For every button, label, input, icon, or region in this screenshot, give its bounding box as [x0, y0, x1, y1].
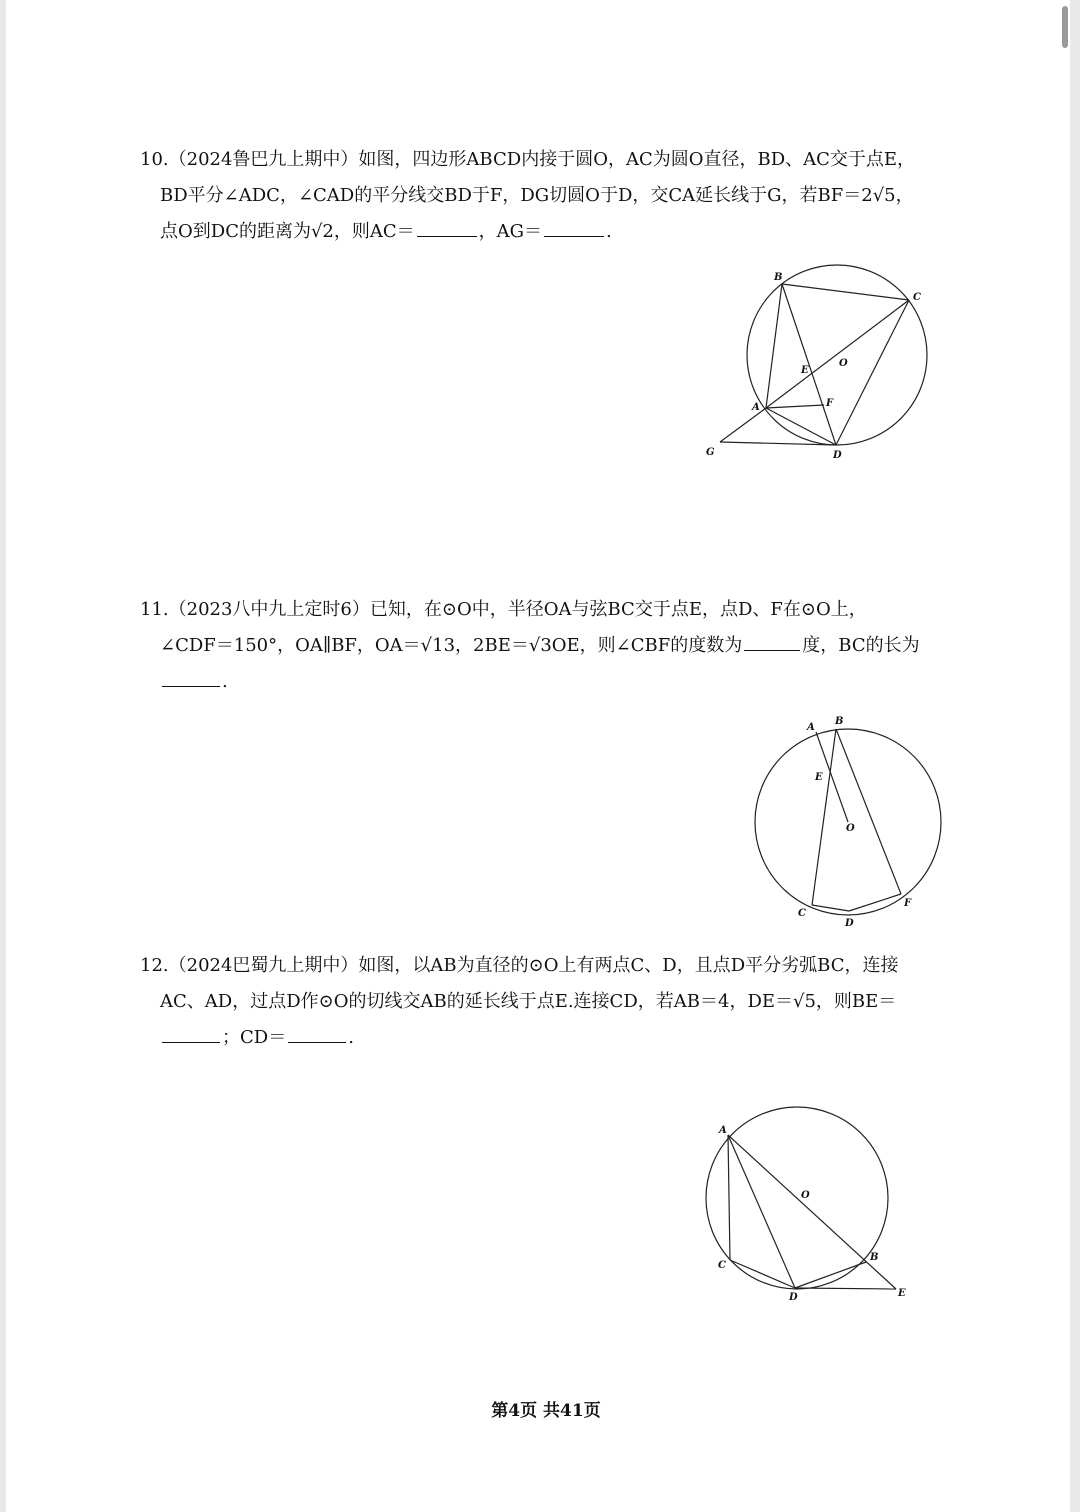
problem-12-text-cd: ；CD＝: [222, 1027, 287, 1048]
problem-12: [140, 948, 970, 1056]
page-footer: 第4页 共41页: [491, 1401, 601, 1421]
fig11-label-c: C: [798, 908, 806, 919]
answer-blank-ag[interactable]: [544, 216, 604, 237]
problem-12-line-2: AC、AD，过点D作⊙O的切线交AB的延长线于点E.连接CD，若AB＝4，DE＝√5，则BE＝: [160, 991, 897, 1012]
fig10-segment-af: [766, 405, 824, 408]
fig12-segment-de: [795, 1288, 896, 1289]
problem-11-line-2: [140, 628, 970, 664]
fig10-segment-ba: [766, 284, 782, 408]
figure-12-svg: [702, 1100, 916, 1306]
problem-10-line-3: [140, 214, 970, 250]
problem-11-text-angle: ∠CDF＝150°，OA∥BF，OA＝√13，2BE＝√3OE，则∠CBF的度数为: [160, 635, 743, 656]
problem-10-text-ag: ，AG＝: [478, 221, 543, 242]
problem-10-line-1: 10.（2024鲁巴九上期中）如图，四边形ABCD内接于圆O，AC为圆O直径，BD、AC交于点E，: [140, 149, 916, 170]
scrollbar-thumb[interactable]: [1062, 6, 1068, 48]
fig11-segment-bf: [836, 729, 901, 894]
problem-11-line-3: [140, 664, 970, 700]
problem-10: [140, 142, 970, 250]
fig11-label-e: E: [815, 772, 823, 783]
figure-11-svg: [746, 712, 956, 934]
problem-12-line-1: 12.（2024巴蜀九上期中）如图，以AB为直径的⊙O上有两点C、D，且点D平分劣弧BC，连接: [140, 955, 899, 976]
fig10-label-e: E: [801, 365, 809, 376]
fig10-label-f: F: [826, 398, 834, 409]
fig11-segment-df: [849, 894, 901, 911]
fig10-segment-ac: [766, 300, 909, 408]
answer-blank-bc[interactable]: [162, 666, 220, 687]
answer-blank-be[interactable]: [162, 1022, 220, 1043]
problem-11-line-1: 11.（2023八中九上定时6）已知，在⊙O中，半径OA与弦BC交于点E，点D、F在⊙O上，: [140, 599, 867, 620]
fig10-label-a: A: [752, 402, 760, 413]
answer-blank-cd[interactable]: [288, 1022, 346, 1043]
fig12-segment-ae: [728, 1135, 896, 1289]
fig10-label-o: O: [839, 358, 848, 369]
figure-problem-10: [696, 258, 936, 468]
fig10-segment-ga: [720, 408, 766, 442]
fig12-label-a: A: [719, 1125, 727, 1136]
fig12-segment-ad: [728, 1135, 795, 1288]
answer-blank-ac[interactable]: [417, 216, 477, 237]
problem-12-text-end: .: [348, 1027, 354, 1048]
fig12-segment-db: [795, 1262, 866, 1288]
fig11-label-a: A: [807, 722, 815, 733]
fig12-segment-cd: [730, 1260, 795, 1288]
fig11-label-f: F: [904, 898, 912, 909]
fig11-label-b: B: [835, 716, 844, 727]
figure-10-svg: [696, 258, 936, 468]
fig11-label-o: O: [846, 823, 855, 834]
fig12-segment-ac: [728, 1135, 730, 1260]
fig10-segment-bc: [782, 284, 909, 300]
fig12-label-e: E: [898, 1288, 906, 1299]
problem-10-line-2: BD平分∠ADC，∠CAD的平分线交BD于F，DG切圆O于D，交CA延长线于G，若BF＝2√5，: [160, 185, 914, 206]
problem-10-text-end: .: [606, 221, 612, 242]
fig10-label-g: G: [706, 447, 715, 458]
problem-11-text-bc: 度，BC的长为: [802, 635, 920, 656]
document-page: [6, 0, 1070, 1512]
figure-problem-12: [702, 1100, 916, 1306]
fig10-label-b: B: [774, 272, 783, 283]
problem-10-text-ac: 点O到DC的距离为√2，则AC＝: [160, 221, 415, 242]
fig12-label-o: O: [801, 1190, 810, 1201]
problem-12-line-3: [140, 1020, 970, 1056]
fig10-label-c: C: [913, 292, 921, 303]
fig10-segment-cd: [836, 300, 909, 445]
answer-blank-angle-cbf[interactable]: [744, 630, 800, 651]
problem-11: [140, 592, 970, 700]
fig12-label-b: B: [870, 1252, 879, 1263]
figure-problem-11: [746, 712, 956, 934]
fig12-label-c: C: [718, 1260, 726, 1271]
fig12-label-d: D: [789, 1292, 798, 1303]
fig10-label-d: D: [833, 450, 842, 461]
fig11-label-d: D: [845, 918, 854, 929]
problem-11-text-end: .: [222, 671, 228, 692]
